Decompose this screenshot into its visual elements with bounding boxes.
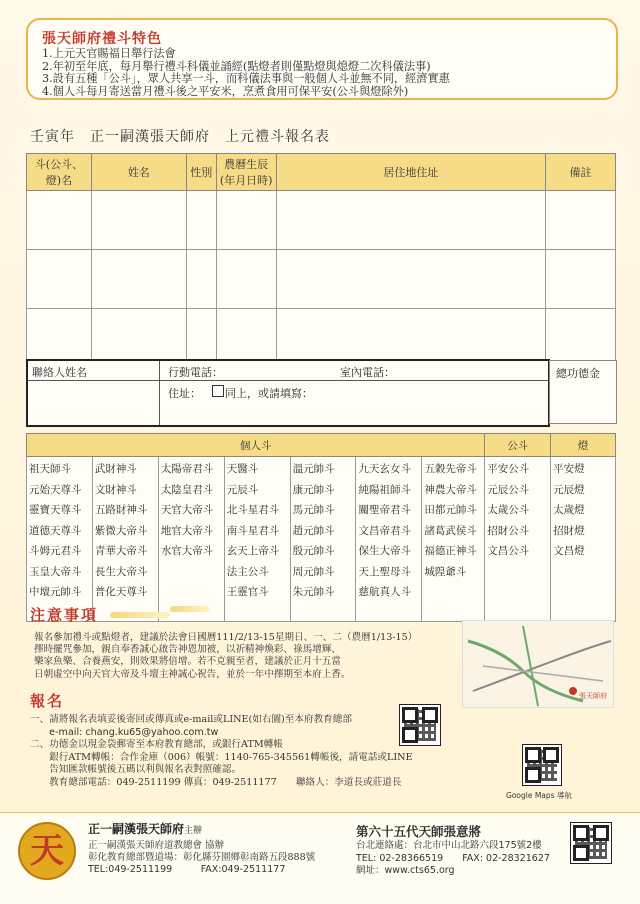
remark-cell[interactable] [546, 250, 616, 309]
light-header: 燈 [551, 434, 616, 457]
organizer-name: 正一嗣漢張天師府 [88, 822, 185, 836]
lamp-item[interactable]: 天上聖母斗 [358, 565, 411, 578]
lamp-item[interactable]: 慈航真人斗 [358, 586, 411, 598]
personal-lamp-header: 個人斗 [27, 434, 485, 457]
birth-cell[interactable] [216, 250, 276, 309]
lamp-column [356, 457, 422, 622]
lamp-item[interactable]: 福德正神斗 [424, 545, 477, 557]
lamp-column [92, 457, 158, 622]
lamp-item[interactable]: 元辰斗 [226, 483, 259, 496]
lamp-item[interactable]: 中壇元帥斗 [29, 586, 82, 598]
lamp-item[interactable]: 諸葛武侯斗 [424, 524, 477, 537]
hq-tel: TEL:049-2511199 [88, 864, 173, 875]
cloud-decoration [110, 612, 170, 618]
header-address: 居住地住址 [276, 154, 545, 191]
lamp-item[interactable]: 太歲燈 [553, 504, 585, 516]
lamp-item[interactable]: 文財神斗 [94, 483, 137, 496]
lamp-item[interactable]: 平安公斗 [487, 463, 530, 475]
registration-line: 教育總部電話：049-2511199 傳真：049-2511177 聯絡人：李道長或莊道長 [30, 776, 402, 788]
lamp-item[interactable]: 南斗星君斗 [226, 524, 280, 537]
logo-icon: 天 [18, 822, 76, 880]
features-title: 張天師府禮斗特色 [42, 31, 162, 47]
lamp-column [224, 457, 290, 622]
birth-cell[interactable] [216, 191, 276, 250]
lamp-item[interactable]: 武財神斗 [94, 463, 137, 475]
office-fax: FAX: 02-28321627 [462, 852, 550, 864]
mobile-label: 行動電話： [168, 366, 223, 379]
lamp-item[interactable]: 殷元帥斗 [292, 545, 335, 557]
lamp-item[interactable]: 天官大帝斗 [160, 504, 214, 516]
lamp-item[interactable]: 太陰皇君斗 [160, 483, 214, 496]
lamp-item[interactable]: 水官大帝斗 [160, 545, 214, 557]
header-remark: 備註 [546, 154, 616, 191]
notes-line: 日朝虛空中向天官大帝及斗壇主神誠心祝告，並於一年中擇期至本府上香。 [34, 668, 351, 680]
address-cell[interactable] [276, 191, 545, 250]
registration-text [30, 714, 413, 790]
lamp-item[interactable]: 招財燈 [553, 524, 585, 537]
feature-item: 1.上元天官賜福日舉行法會 [42, 47, 176, 60]
google-maps-qr-code[interactable] [522, 744, 562, 786]
co-organizer: 正一嗣漢張天師府道教總會 協辦 [88, 840, 225, 851]
lamp-item[interactable]: 城隍爺斗 [424, 565, 467, 578]
lamp-item[interactable]: 太歲公斗 [487, 504, 530, 516]
lamp-item[interactable]: 平安燈 [553, 463, 585, 475]
lamp-item[interactable]: 祖天師斗 [29, 463, 71, 475]
remark-cell[interactable] [546, 309, 616, 368]
lamp-item[interactable]: 保生大帝斗 [358, 545, 411, 557]
form-title: 壬寅年 正一嗣漢張天師府 上元禮斗報名表 [30, 129, 330, 145]
lamp-column [485, 457, 551, 622]
website-qr-code[interactable] [570, 822, 612, 864]
lamp-item[interactable]: 玉皇大帝斗 [29, 565, 82, 578]
registration-line[interactable]: e-mail: chang.ku65@yahoo.com.tw [30, 726, 219, 738]
master-name: 第六十五代天師張意將 [356, 824, 482, 839]
lamp-table [26, 433, 616, 622]
lamp-item[interactable]: 神農大帝斗 [424, 483, 477, 496]
features-list [42, 48, 450, 98]
lamp-item[interactable]: 紫微大帝斗 [94, 524, 148, 537]
notes-title: 注意事項 [30, 606, 99, 624]
home-phone-label: 室內電話： [340, 366, 395, 379]
registration-title: 報名 [30, 692, 65, 710]
website[interactable]: 網址：www.cts65.org [356, 865, 455, 876]
lamp-item[interactable]: 地官大帝斗 [160, 524, 214, 537]
location-map [462, 620, 614, 708]
name-cell[interactable] [91, 250, 186, 309]
header-name: 姓名 [91, 154, 186, 191]
lamp-item[interactable]: 法主公斗 [226, 565, 269, 578]
registration-table [26, 153, 616, 368]
registration-line: 二、功德金以現金袋郵寄至本府教育總部，或銀行ATM轉帳 [30, 739, 283, 751]
lamp-name-cell[interactable] [27, 250, 92, 309]
header-birth: 農曆生辰(年月日時) [216, 154, 276, 191]
public-lamp-header: 公斗 [485, 434, 551, 457]
registration-line: 一、請將報名表填妥後寄回或傳真或e-mail或LINE(如右圖)至本府教育總部 [30, 714, 352, 725]
lamp-item[interactable]: 元辰公斗 [487, 483, 530, 496]
lamp-item[interactable]: 斗姆元君斗 [29, 545, 82, 557]
table-row[interactable] [27, 191, 616, 250]
organizer [88, 820, 202, 837]
lamp-item[interactable]: 王靈官斗 [226, 586, 269, 598]
lamp-item[interactable]: 文昌燈 [553, 545, 585, 557]
contact-name-label: 聯絡人姓名 [32, 366, 87, 379]
feature-item: 4.個人斗每月寄送當月禮斗後之平安米，烹煮食用可保平安(公斗與燈除外) [42, 84, 409, 98]
lamp-item[interactable]: 趙元帥斗 [292, 524, 335, 537]
office-tel: TEL: 02-28366519 [356, 852, 444, 864]
registration-line: 銀行ATM轉帳：合作金庫（006）帳號：1140-765-345561轉帳後，請電話或LINE [30, 751, 413, 763]
hq-address: 彰化教育總部暨道場：彰化縣芬園鄉彰南路五段888號 [88, 852, 316, 863]
lamp-item[interactable]: 元始天尊斗 [29, 483, 82, 496]
line-qr-code[interactable] [399, 704, 441, 746]
divider [159, 361, 160, 425]
remark-cell[interactable] [546, 191, 616, 250]
lamp-item[interactable]: 青華大帝斗 [94, 545, 148, 557]
lamp-item[interactable]: 靈寶天尊斗 [29, 504, 82, 516]
feature-item: 2.年初至年底，每月舉行禮斗科儀並誦經(點燈者則僅點燈與熄燈二次科儀法事) [42, 59, 431, 73]
office-address: 台北連絡處：台北市中山北路六段175號2樓 [356, 840, 542, 851]
lamp-column [422, 457, 485, 622]
same-above-label: 同上，或請填寫： [225, 387, 313, 400]
lamp-item[interactable]: 天醫斗 [226, 463, 259, 475]
organizer-details [88, 840, 315, 876]
gender-cell[interactable] [186, 191, 216, 250]
notes-text [34, 632, 424, 681]
feature-item: 3.設有五種「公斗」，眾人共享一斗，而科儀法事與一般個人斗並無不同，經濟實惠 [42, 72, 450, 85]
lamp-item[interactable]: 周元帥斗 [292, 565, 335, 578]
lamp-column [290, 457, 356, 622]
lamp-item[interactable]: 文昌公斗 [487, 545, 530, 557]
same-above-checkbox[interactable] [212, 385, 224, 397]
merit-label: 總功德金 [556, 367, 600, 380]
lamp-column [27, 457, 93, 622]
lamp-item[interactable]: 純陽祖師斗 [358, 483, 411, 496]
lamp-item[interactable]: 五穀先帝斗 [424, 463, 477, 475]
gender-cell[interactable] [186, 250, 216, 309]
lamp-item[interactable]: 文昌帝君斗 [358, 524, 411, 537]
hq-fax: FAX:049-2511177 [200, 864, 286, 875]
lamp-item[interactable]: 五路財神斗 [94, 504, 148, 516]
address-label: 住址： [168, 387, 201, 400]
lamp-column [551, 457, 616, 622]
lamp-item[interactable]: 玄天上帝斗 [226, 545, 280, 557]
address-cell[interactable] [276, 250, 545, 309]
lamp-item[interactable]: 田都元帥斗 [424, 504, 477, 516]
organizer-role: 主辦 [184, 826, 203, 836]
lamp-item[interactable]: 元辰燈 [553, 483, 585, 496]
lamp-item[interactable]: 溫元帥斗 [292, 463, 335, 475]
header-gender: 性別 [186, 154, 216, 191]
map-label: 張天師府 [579, 692, 607, 700]
notes-line: 樂家魚樂、合養燕安，則效果將倍增。若不克親至者，建議於正月十五當 [34, 656, 341, 668]
notes-line: 擇時擺咒參加，親自奉香誠心啟告神恩加被，以祈精神煥彩、祿馬增輝、 [34, 644, 341, 656]
lamp-item[interactable]: 道德天尊斗 [29, 524, 82, 537]
merit-box[interactable] [549, 360, 617, 424]
lamp-name-cell[interactable] [27, 191, 92, 250]
lamp-row [27, 457, 616, 622]
office-details [356, 840, 550, 878]
lamp-item[interactable]: 馬元帥斗 [292, 504, 335, 516]
lamp-column [158, 457, 224, 622]
lamp-item[interactable]: 康元帥斗 [292, 483, 335, 496]
lamp-item[interactable]: 太陽帝君斗 [160, 463, 214, 475]
lamp-item[interactable]: 普化天尊斗 [94, 586, 148, 598]
lamp-item[interactable]: 北斗星君斗 [226, 504, 280, 516]
divider [28, 380, 548, 381]
google-maps-label: Google Maps 導航 [506, 791, 572, 800]
notes-line: 報名參加禮斗或點燈者，建議於法會日國曆111/2/13-15星期日、一、二（農曆1/13-15） [34, 632, 418, 643]
header-lamp-name: 斗(公斗、燈)名 [27, 154, 92, 191]
features-box [26, 18, 618, 100]
lamp-item[interactable]: 長生大帝斗 [94, 565, 148, 578]
lamp-item[interactable]: 朱元帥斗 [292, 586, 335, 598]
registration-line: 告知匯款帳號後五碼以利與報名表對照確認。 [30, 764, 242, 776]
name-cell[interactable] [91, 191, 186, 250]
cloud-decoration [170, 606, 210, 612]
table-row[interactable] [27, 250, 616, 309]
contact-box [26, 359, 550, 427]
lamp-item[interactable]: 九天玄女斗 [358, 463, 411, 475]
lamp-item[interactable]: 招財公斗 [487, 524, 530, 537]
lamp-item[interactable]: 關聖帝君斗 [358, 504, 411, 516]
